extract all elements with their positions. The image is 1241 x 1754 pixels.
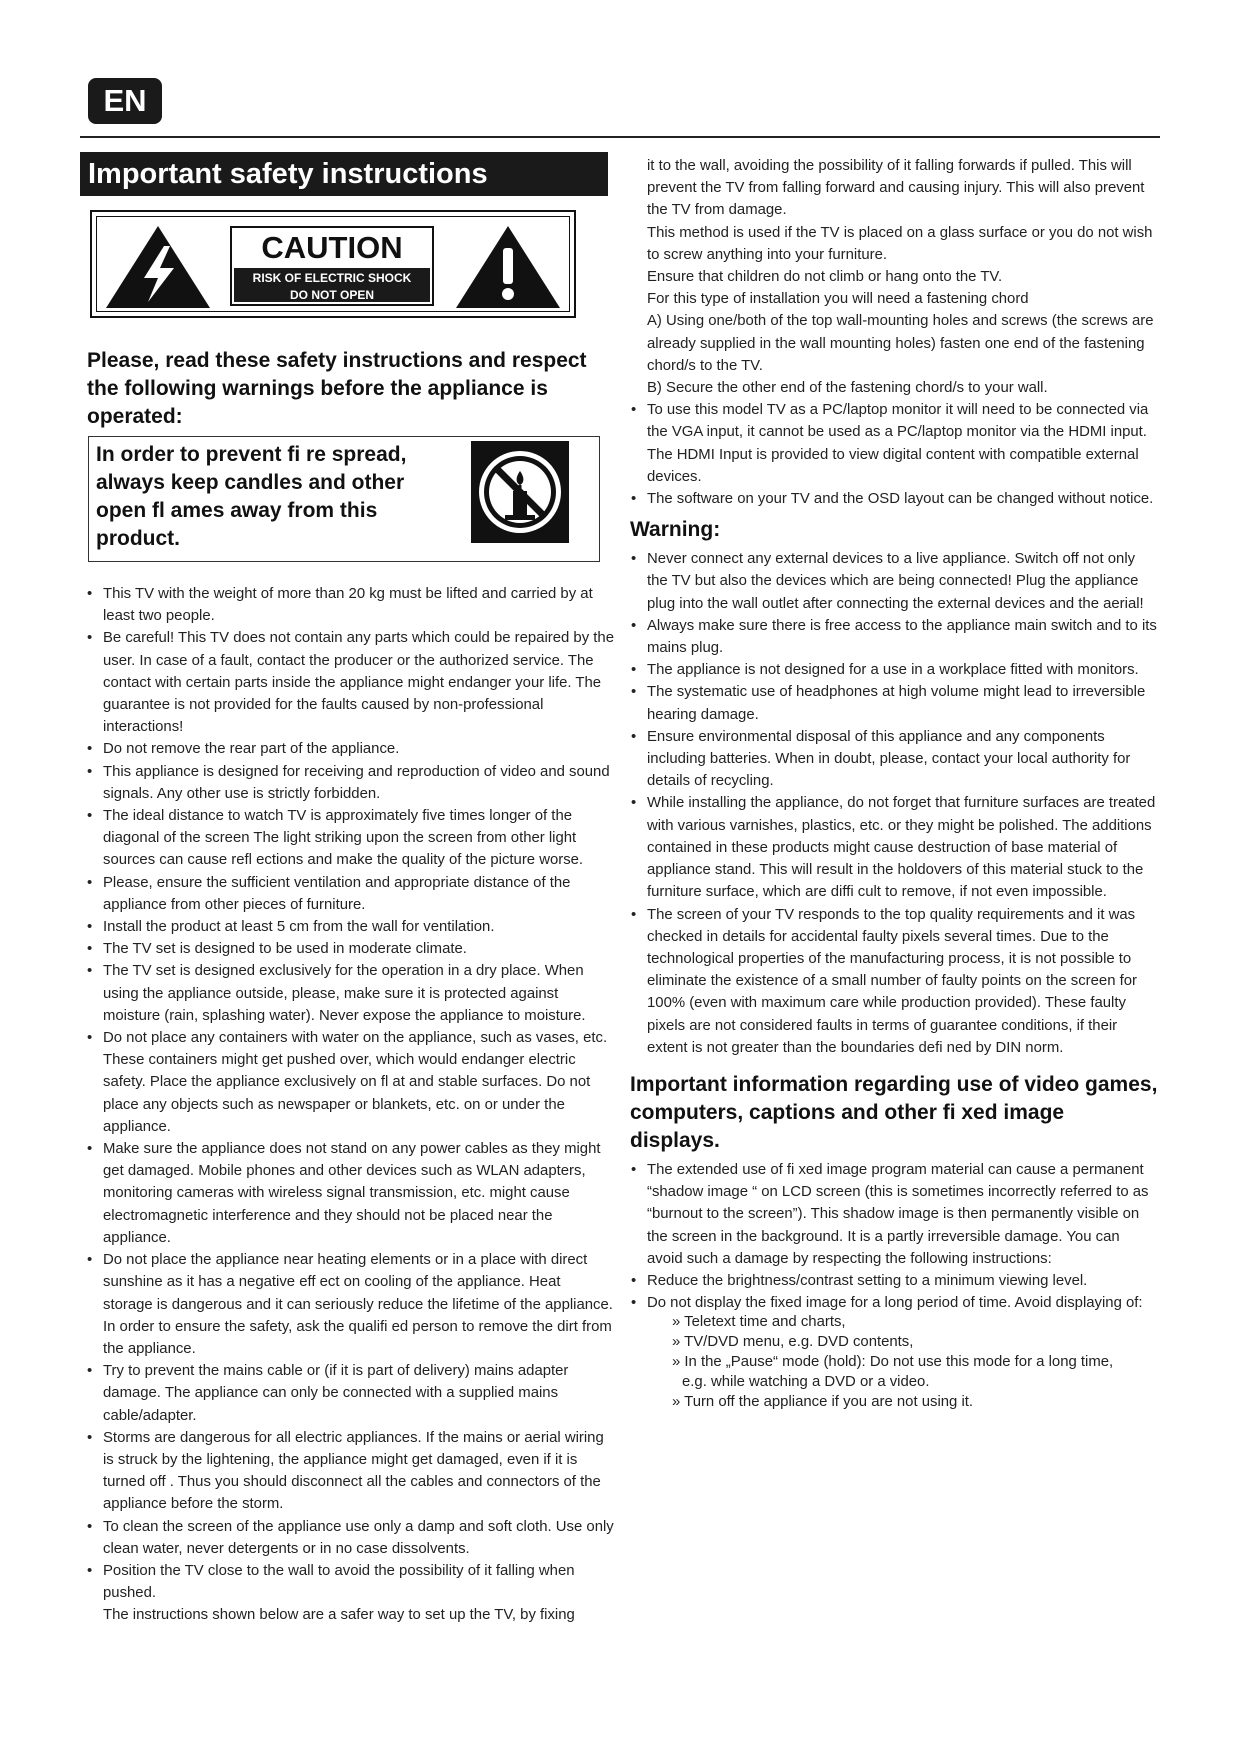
safety-list-item: • Storms are dangerous for all electric appliances. If the mains or aerial wiring is struck by the lightening, the appliance might get damaged, even if it is turned off . Thus you should disconnect all the cables and connectors of the appliance before the storm. [86, 1427, 614, 1516]
safety-list-item: The instructions shown below are a safer way to set up the TV, by fixing [103, 1607, 575, 1624]
safety-list-item: Ensure that children do not climb or hang onto the TV. [647, 269, 1003, 286]
safety-list-item: This method is used if the TV is placed on a glass surface or you do not wish to screw anything into your furniture. [647, 224, 1153, 263]
exclamation-warning-icon [454, 224, 562, 310]
video-list [630, 1159, 1158, 1314]
fire-warning-text: In order to prevent fi re spread, always keep candles and other open fl ames away from this product. [96, 443, 407, 550]
safety-list-item: A) Using one/both of the top wall-mounting holes and screws (the screws are already supplied in the wall mounting holes) fasten one end of the fastening chord/s to the TV. [647, 313, 1154, 374]
video-heading: Important information regarding use of video games, computers, captions and other fi xed image displays. [630, 1072, 1158, 1152]
warning-list-item: • The appliance is not designed for a use in a workplace fitted with monitors. [630, 659, 1158, 681]
safety-list-item: • Do not place any containers with water on the appliance, such as vases, etc. These containers might get pushed over, which would endanger electric safety. Place the appliance exclusively on fl at and stable surfaces. Do not place any objects such as newspaper or blankets, etc. on or under the appliance. [86, 1027, 614, 1138]
left-column [86, 583, 614, 1627]
safety-list-item: • Make sure the appliance does not stand on any power cables as they might get damaged. Mobile phones and other devices such as WLAN adapters, monitoring cameras with wireless signal transmission, etc. might cause electromagnetic interference and they should not be placed near the appliance. [86, 1138, 614, 1249]
warning-list [630, 548, 1158, 1059]
safety-list-item: For this type of installation you will need a fastening chord [647, 291, 1029, 308]
safety-list-item: • To use this model TV as a PC/laptop monitor it will need to be connected via the VGA input, it cannot be used as a PC/laptop monitor via the HDMI input. The HDMI Input is provided to view digital content with compatible external devices. [630, 399, 1158, 488]
caution-label [90, 210, 576, 318]
safety-list-item: • To clean the screen of the appliance use only a damp and soft cloth. Use only clean water, never detergents or in no case dissolvents. [86, 1516, 614, 1560]
page-title: Important safety instructions [80, 152, 608, 196]
safety-list-item: • Try to prevent the mains cable or (if it is part of delivery) mains adapter damage. The appliance can only be connected with a supplied mains cable/adapter. [86, 1360, 614, 1427]
safety-list-item: B) Secure the other end of the fastening chord/s to your wall. [647, 380, 1048, 397]
safety-list-item: • The software on your TV and the OSD layout can be changed without notice. [630, 488, 1158, 510]
safety-list-item: • Position the TV close to the wall to avoid the possibility of it falling when pushed. [86, 1560, 614, 1604]
header-rule [80, 136, 1160, 138]
safety-list-item: • Please, ensure the sufficient ventilation and appropriate distance of the appliance from other pieces of furniture. [86, 872, 614, 916]
caution-line-2: DO NOT OPEN [289, 288, 374, 302]
warning-list-item: • Always make sure there is free access to the appliance main switch and to its mains plug. [630, 615, 1158, 659]
warning-list-item: • While installing the appliance, do not forget that furniture surfaces are treated with various varnishes, plastics, etc. or they might be polished. The additions contained in these products might cause destruction of base material of appliance stand. This will result in the holdovers of this material stuck to the furniture surface, which are diffi cult to remove, if not even impossible. [630, 792, 1158, 903]
avoid-list-item: » Teletext time and charts, [672, 1314, 846, 1331]
intro-heading: Please, read these safety instructions and respect the following warnings before the appliance is operated: [87, 349, 587, 428]
caution-line-1: RISK OF ELECTRIC SHOCK [252, 271, 412, 285]
caution-word: CAUTION [261, 230, 403, 265]
warning-heading: Warning: [630, 518, 721, 542]
safety-list-item: • This TV with the weight of more than 20 kg must be lifted and carried by at least two people. [86, 583, 614, 627]
avoid-list [630, 1312, 1158, 1412]
safety-list-item: • The ideal distance to watch TV is approximately five times longer of the diagonal of the screen The light striking upon the screen from other light sources can cause refl ections and make the quality of the picture worse. [86, 805, 614, 872]
safety-list-item: • This appliance is designed for receiving and reproduction of video and sound signals. Any other use is strictly forbidden. [86, 761, 614, 805]
video-list-item: • Reduce the brightness/contrast setting to a minimum viewing level. [630, 1270, 1158, 1292]
warning-list-item: • Ensure environmental disposal of this appliance and any components including batteries. When in doubt, please, contact your local authority for details of recycling. [630, 726, 1158, 793]
warning-list-item: • Never connect any external devices to a live appliance. Switch off not only the TV but also the devices which are being connected! Plug the appliance plug into the wall outlet after connecting the external devices and the aerial! [630, 548, 1158, 615]
safety-list-item: • Do not place the appliance near heating elements or in a place with direct sunshine as it has a negative eff ect on cooling of the appliance. Heat storage is dangerous and it can seriously reduce the lifetime of the appliance. In order to ensure the safety, ask the qualifi ed person to remove the dirt from the appliance. [86, 1249, 614, 1360]
right-column [630, 155, 1158, 1412]
caution-panel [230, 226, 434, 306]
lightning-warning-icon [104, 224, 212, 310]
avoid-list-item: » TV/DVD menu, e.g. DVD contents, [672, 1334, 914, 1351]
avoid-list-item: » Turn off the appliance if you are not using it. [672, 1394, 974, 1411]
no-candle-icon [471, 441, 569, 543]
avoid-list-item: e.g. while watching a DVD or a video. [682, 1374, 930, 1391]
video-list-item: • The extended use of fi xed image program material can cause a permanent “shadow image “ on LCD screen (this is sometimes incorrectly referred to as “burnout to the screen”). This shadow image is then permanently visible on the screen in the background. It is a partly irreversible damage. You can avoid such a damage by respecting the following instructions: [630, 1159, 1158, 1270]
safety-list-item: • The TV set is designed to be used in moderate climate. [86, 938, 614, 960]
warning-list-item: • The systematic use of headphones at high volume might lead to irreversible hearing damage. [630, 681, 1158, 725]
fire-warning-box [88, 436, 600, 562]
safety-list-item: it to the wall, avoiding the possibility of it falling forwards if pulled. This will prevent the TV from falling forward and causing injury. This will also prevent the TV from damage. [647, 158, 1145, 219]
avoid-list-item: » In the „Pause“ mode (hold): Do not use this mode for a long time, [672, 1354, 1114, 1371]
safety-list-item: • Install the product at least 5 cm from the wall for ventilation. [86, 916, 614, 938]
caution-subtext [234, 268, 430, 302]
safety-list-item: • Do not remove the rear part of the appliance. [86, 738, 614, 760]
video-list-item: • Do not display the fixed image for a long period of time. Avoid displaying of: [630, 1292, 1158, 1314]
language-badge: EN [88, 78, 162, 124]
safety-list-item: • Be careful! This TV does not contain any parts which could be repaired by the user. In case of a fault, contact the producer or the authorized service. The contact with certain parts inside the appliance might endanger your life. The guarantee is not provided for the faults caused by non-professional interactions! [86, 627, 614, 738]
warning-list-item: • The screen of your TV responds to the top quality requirements and it was checked in details for accidental faulty pixels several times. Due to the technological properties of the manufacturing process, it is not possible to eliminate the existence of a small number of faulty points on the screen for 100% (even with maximum care while production provided). These faulty pixels are not considered faults in terms of guarantee conditions, if their extent is not greater than the boundaries defi ned by DIN norm. [630, 904, 1158, 1059]
right-column-top [630, 155, 1158, 510]
safety-list-item: • The TV set is designed exclusively for the operation in a dry place. When using the appliance outside, please, make sure it is protected against moisture (rain, splashing water). Never expose the appliance to moisture. [86, 960, 614, 1027]
